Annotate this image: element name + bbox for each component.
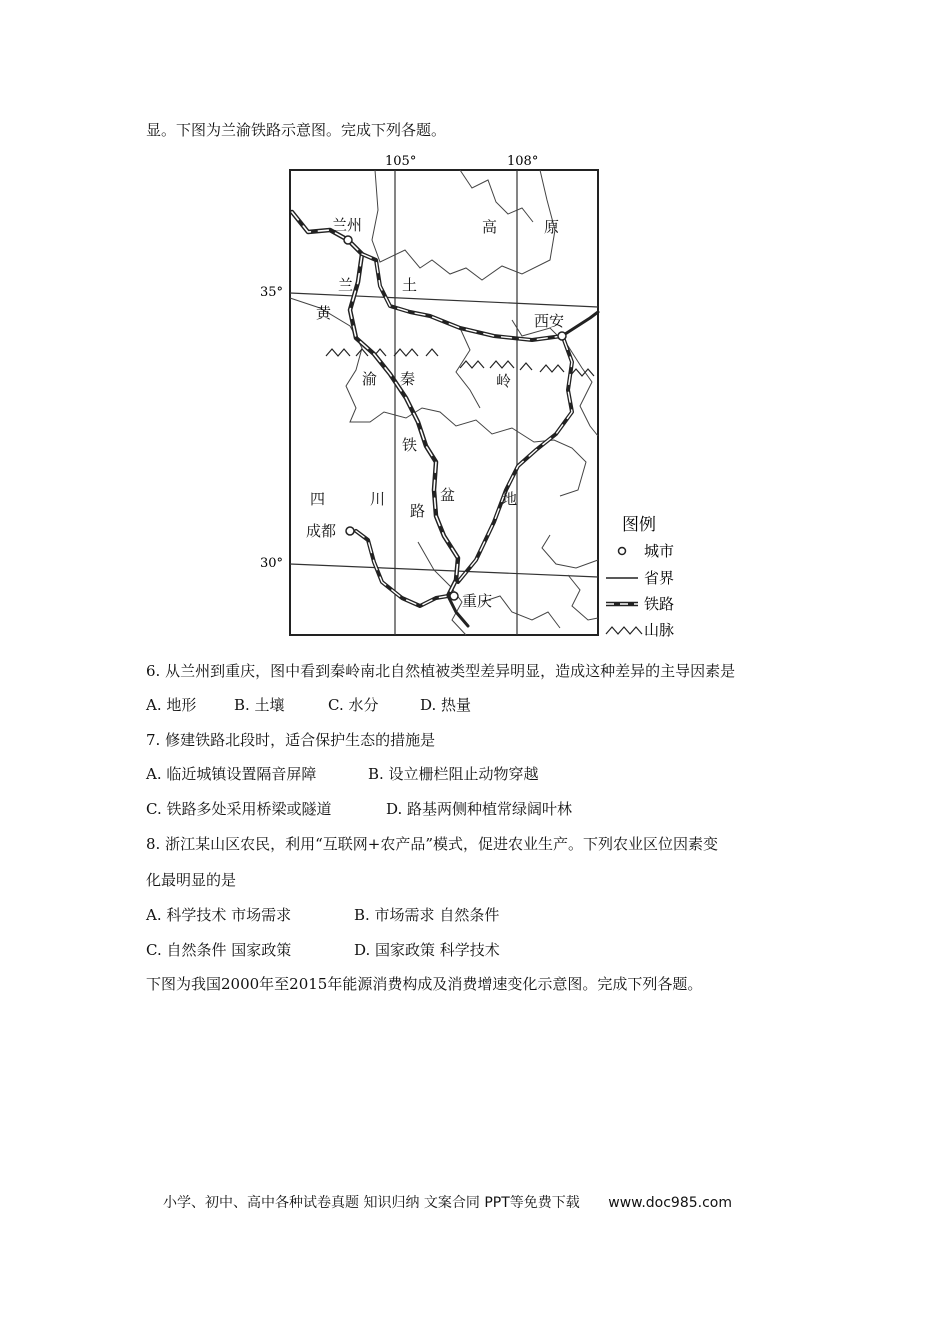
q8-stem-line1: 8. 浙江某山区农民，利用“互联网+农产品”模式，促进农业生产。下列农业区位因素变 — [146, 835, 718, 853]
map-legend — [606, 515, 674, 639]
province-borders — [290, 170, 598, 635]
lanyu-railway-map — [250, 150, 710, 640]
parallel-30 — [290, 564, 598, 577]
q6-option-a: A. 地形 — [146, 696, 197, 714]
legend-railway-label: 铁路 — [644, 595, 675, 613]
region-char-huang: 黄 — [316, 304, 332, 322]
q7-option-d: D. 路基两侧种植常绿阔叶林 — [386, 800, 573, 818]
rail-char-lan: 兰 — [338, 276, 354, 294]
q7-option-c: C. 铁路多处采用桥梁或隧道 — [146, 800, 332, 818]
region-char-ling: 岭 — [496, 372, 512, 390]
map-frame — [290, 170, 598, 635]
city-marker-xian — [558, 332, 566, 340]
region-char-di: 地 — [502, 490, 518, 508]
q7-option-b: B. 设立栅栏阻止动物穿越 — [368, 765, 539, 783]
q8-option-b: B. 市场需求 自然条件 — [354, 906, 500, 924]
q8-stem-line2: 化最明显的是 — [146, 871, 237, 889]
q7-option-a: A. 临近城镇设置隔音屏障 — [146, 765, 317, 783]
city-label-lanzhou: 兰州 — [332, 216, 363, 234]
intro-text: 显。下图为兰渝铁路示意图。完成下列各题。 — [146, 121, 447, 139]
footer-url[interactable]: www.doc985.com — [608, 1195, 732, 1211]
region-char-yuan: 原 — [544, 218, 560, 236]
rail-char-tie: 铁 — [402, 436, 418, 454]
city-marker-chengdu — [346, 527, 354, 535]
rail-char-yu: 渝 — [362, 370, 378, 388]
region-char-si: 四 — [310, 490, 326, 508]
page-footer — [163, 1192, 732, 1212]
legend-title: 图例 — [622, 515, 656, 535]
city-label-chengdu: 成都 — [306, 522, 337, 540]
next-section-intro: 下图为我国2000年至2015年能源消费构成及消费增速变化示意图。完成下列各题。 — [146, 975, 703, 993]
q8-option-d: D. 国家政策 科学技术 — [354, 941, 500, 959]
q7-stem: 7. 修建铁路北段时，适合保护生态的措施是 — [146, 731, 436, 749]
legend-mountain-label: 山脉 — [644, 621, 675, 639]
q8-option-c: C. 自然条件 国家政策 — [146, 941, 292, 959]
region-char-gao: 高 — [482, 218, 498, 236]
city-markers — [344, 236, 566, 600]
q6-option-d: D. 热量 — [420, 696, 472, 714]
region-char-pen: 盆 — [440, 486, 456, 504]
q6-option-c: C. 水分 — [328, 696, 379, 714]
legend-city-icon — [619, 548, 626, 555]
q6-stem: 6. 从兰州到重庆，图中看到秦岭南北自然植被类型差异明显，造成这种差异的主导因素是 — [146, 662, 736, 680]
lon-label-108: 108° — [507, 154, 539, 169]
region-char-qin: 秦 — [400, 370, 416, 388]
rail-char-lu: 路 — [410, 502, 426, 520]
city-marker-chongqing — [450, 592, 458, 600]
lon-label-105: 105° — [385, 154, 417, 169]
legend-mountain-icon — [606, 627, 642, 634]
parallel-35 — [290, 293, 598, 307]
q6-option-b: B. 土壤 — [234, 696, 285, 714]
city-marker-lanzhou — [344, 236, 352, 244]
footer-text: 小学、初中、高中各种试卷真题 知识归纳 文案合同 PPT等免费下载 — [163, 1195, 580, 1211]
region-char-chuan: 川 — [370, 490, 386, 508]
lat-label-35: 35° — [260, 285, 284, 300]
region-char-tu: 土 — [402, 276, 418, 294]
lat-label-30: 30° — [260, 556, 284, 571]
legend-border-label: 省界 — [644, 569, 675, 587]
legend-city-label: 城市 — [644, 542, 675, 560]
city-label-chongqing: 重庆 — [462, 592, 493, 610]
city-label-xian: 西安 — [534, 312, 565, 330]
railway-lines — [292, 212, 598, 626]
q8-option-a: A. 科学技术 市场需求 — [146, 906, 292, 924]
